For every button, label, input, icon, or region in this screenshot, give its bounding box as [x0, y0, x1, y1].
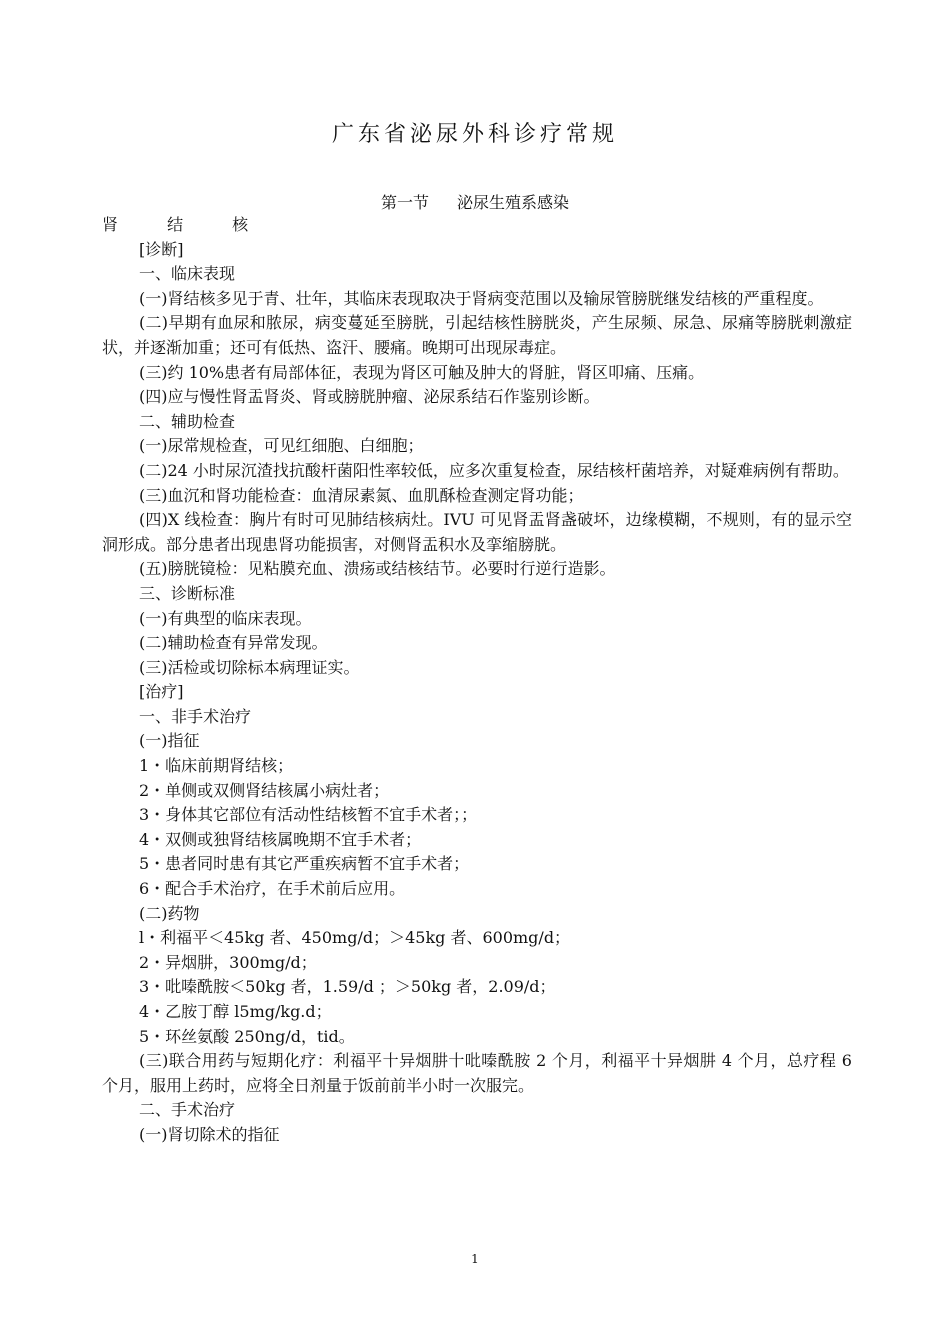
paragraph: 4・双侧或独肾结核属晚期不宜手术者；	[139, 829, 422, 849]
paragraph: 3・吡嗪酰胺＜50kg 者，1.59/d ；＞50kg 者，2.09/d；	[139, 977, 556, 997]
section-heading	[0, 190, 950, 213]
paragraph: 6・配合手术治疗，在手术前后应用。	[139, 879, 406, 899]
paragraph: [诊断]	[139, 239, 184, 259]
paragraph: 二、辅助检查	[139, 411, 236, 431]
section-name: 泌尿生殖系感染	[457, 193, 570, 212]
paragraph: 5・环丝氨酸 250ng/d，tid。	[139, 1026, 355, 1046]
paragraph: (五)膀胱镜检：见粘膜充血、溃疡或结核结节。必要时行逆行造影。	[139, 559, 616, 579]
paragraph: 一、临床表现	[139, 264, 236, 284]
paragraph: 三、诊断标准	[139, 583, 236, 603]
paragraph: (二)早期有血尿和脓尿，病变蔓延至膀胱，引起结核性膀胱炎，产生尿频、尿急、尿痛等膀胱刺激症状，并逐渐加重；还可有低热、盗汗、腰痛。晚期可出现尿毒症。	[102, 313, 852, 357]
paragraph: (一)尿常规检查，可见红细胞、白细胞；	[139, 436, 424, 456]
paragraph: (一)指征	[139, 731, 200, 751]
paragraph: 一、非手术治疗	[139, 706, 252, 726]
paragraph: 3・身体其它部位有活动性结核暂不宜手术者；；	[139, 805, 478, 825]
page-number: 1	[471, 1252, 479, 1266]
subsection-heading: 肾 结 核	[102, 215, 271, 234]
paragraph: 5・患者同时患有其它严重疾病暂不宜手术者；	[139, 854, 470, 874]
paragraph: (二)辅助检查有异常发现。	[139, 633, 328, 653]
paragraph: 二、手术治疗	[139, 1100, 236, 1120]
paragraph: (三)血沉和肾功能检查：血清尿素氮、血肌酥检查测定肾功能；	[139, 485, 584, 505]
paragraph: (一)肾切除术的指征	[139, 1124, 280, 1144]
document-title: 广东省泌尿外科诊疗常规	[331, 122, 618, 147]
paragraph: (三)活检或切除标本病理证实。	[139, 657, 360, 677]
section-number: 第一节	[380, 193, 429, 212]
paragraph: (二)药物	[139, 903, 200, 923]
paragraph: l・利福平＜45kg 者、450mg/d；＞45kg 者、600mg/d；	[139, 928, 571, 948]
paragraph: [治疗]	[139, 682, 184, 702]
paragraph: (三)联合用药与短期化疗：利福平十异烟肼十吡嗪酰胺 2 个月，利福平十异烟肼 4 个月，总疗程 6 个月，服用上药时，应将全日剂量于饭前前半小时一次服完。	[102, 1051, 852, 1095]
paragraph: (一)有典型的临床表现。	[139, 608, 312, 628]
paragraph: 4・乙胺丁醇 l5mg/kg.d；	[139, 1002, 332, 1021]
paragraph: 2・异烟肼，300mg/d；	[139, 952, 317, 972]
paragraph: 2・单侧或双侧肾结核属小病灶者；	[139, 780, 390, 800]
paragraph-list	[102, 238, 852, 1148]
paragraph: (四)应与慢性肾盂肾炎、肾或膀胱肿瘤、泌尿系结石作鉴别诊断。	[139, 387, 600, 407]
paragraph: 1・临床前期肾结核；	[139, 756, 294, 776]
paragraph: (一)肾结核多见于青、壮年，其临床表现取决于肾病变范围以及输尿管膀胱继发结核的严重程度。	[139, 288, 824, 308]
paragraph: (二)24 小时尿沉渣找抗酸杆菌阳性率较低，应多次重复检查，尿结核杆菌培养，对疑难病例有帮助。	[139, 460, 849, 480]
paragraph: (三)约 10%患者有局部体征，表现为肾区可触及肿大的肾脏，肾区叩痛、压痛。	[139, 362, 705, 382]
document-body	[102, 213, 852, 1148]
paragraph: (四)X 线检查：胸片有时可见肺结核病灶。IVU 可见肾盂肾盏破坏，边缘模糊，不规则，有的显示空洞形成。部分患者出现患肾功能损害，对侧肾盂积水及挛缩膀胱。	[102, 510, 852, 554]
